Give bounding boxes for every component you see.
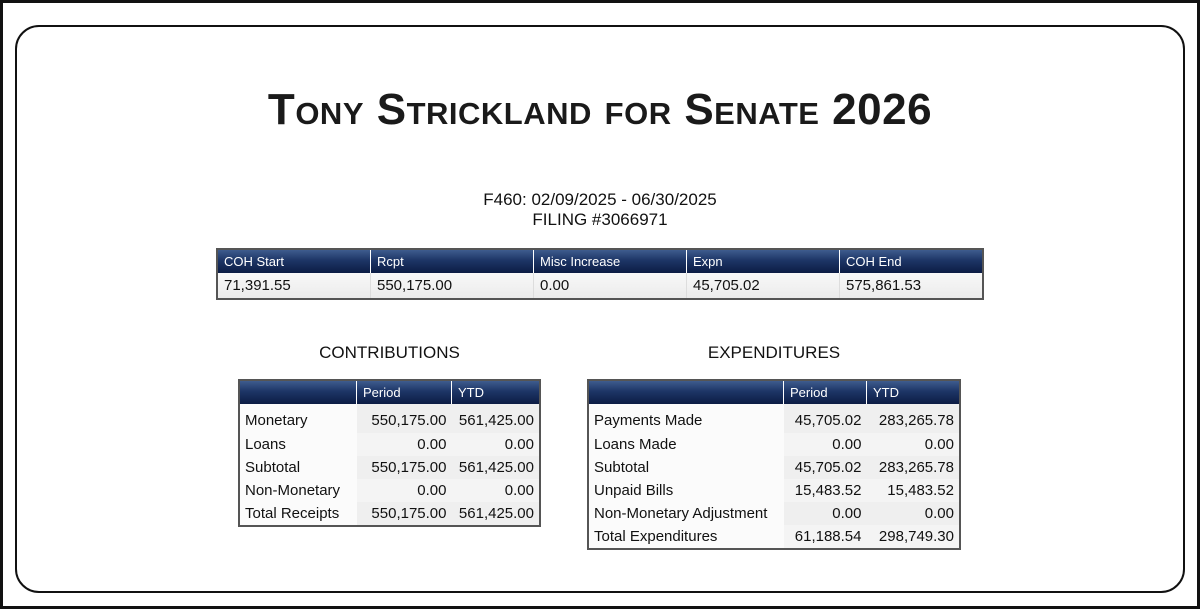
row-label: Non-Monetary Adjustment [588, 502, 784, 525]
summary-header: Expn [687, 249, 840, 273]
summary-value: 45,705.02 [687, 273, 840, 299]
ytd-value: 561,425.00 [452, 404, 541, 433]
row-label: Loans [239, 433, 357, 456]
contributions-header: Period [357, 380, 452, 404]
row-label: Payments Made [588, 404, 784, 433]
filing-info [0, 190, 1200, 230]
summary-values-row [217, 273, 983, 299]
row-label: Monetary [239, 404, 357, 433]
period-value: 0.00 [357, 433, 452, 456]
ytd-value: 0.00 [452, 479, 541, 502]
ytd-value: 283,265.78 [867, 404, 961, 433]
table-row [588, 404, 960, 433]
period-value: 550,175.00 [357, 502, 452, 526]
table-row [588, 525, 960, 549]
row-label: Loans Made [588, 433, 784, 456]
expenditures-label: EXPENDITURES [707, 343, 841, 362]
page-title: TONY STRICKLAND FOR SENATE 2026 [267, 85, 933, 134]
filing-number: FILING #3066971 [532, 210, 668, 229]
period-value: 45,705.02 [784, 404, 867, 433]
contributions-table [238, 379, 541, 527]
period-value: 0.00 [784, 433, 867, 456]
period-value: 550,175.00 [357, 456, 452, 479]
ytd-value: 283,265.78 [867, 456, 961, 479]
table-row [588, 502, 960, 525]
contributions-header-row [239, 380, 540, 404]
ytd-value: 561,425.00 [452, 502, 541, 526]
summary-value: 550,175.00 [371, 273, 534, 299]
row-label: Total Receipts [239, 502, 357, 526]
summary-value: 575,861.53 [840, 273, 984, 299]
table-row [588, 479, 960, 502]
cash-summary-table [216, 248, 984, 300]
summary-header: COH Start [217, 249, 371, 273]
row-label: Unpaid Bills [588, 479, 784, 502]
summary-header: Misc Increase [534, 249, 687, 273]
contributions-header: YTD [452, 380, 541, 404]
expenditures-header-row [588, 380, 960, 404]
summary-header-row [217, 249, 983, 273]
table-row [239, 479, 540, 502]
table-row [588, 433, 960, 456]
table-row [588, 456, 960, 479]
period-value: 45,705.02 [784, 456, 867, 479]
summary-value: 0.00 [534, 273, 687, 299]
ytd-value: 561,425.00 [452, 456, 541, 479]
contributions-header [239, 380, 357, 404]
ytd-value: 0.00 [867, 502, 961, 525]
table-row [239, 502, 540, 526]
expenditures-table [587, 379, 961, 550]
filing-period: F460: 02/09/2025 - 06/30/2025 [483, 190, 717, 209]
ytd-value: 298,749.30 [867, 525, 961, 549]
ytd-value: 0.00 [867, 433, 961, 456]
period-value: 15,483.52 [784, 479, 867, 502]
ytd-value: 15,483.52 [867, 479, 961, 502]
table-row [239, 404, 540, 433]
row-label: Subtotal [239, 456, 357, 479]
summary-value: 71,391.55 [217, 273, 371, 299]
table-row [239, 456, 540, 479]
row-label: Non-Monetary [239, 479, 357, 502]
summary-header: Rcpt [371, 249, 534, 273]
expenditures-header: Period [784, 380, 867, 404]
period-value: 61,188.54 [784, 525, 867, 549]
contributions-label: CONTRIBUTIONS [319, 343, 460, 362]
expenditures-header: YTD [867, 380, 961, 404]
period-value: 0.00 [357, 479, 452, 502]
row-label: Subtotal [588, 456, 784, 479]
table-row [239, 433, 540, 456]
period-value: 0.00 [784, 502, 867, 525]
period-value: 550,175.00 [357, 404, 452, 433]
expenditures-header [588, 380, 784, 404]
ytd-value: 0.00 [452, 433, 541, 456]
summary-header: COH End [840, 249, 984, 273]
row-label: Total Expenditures [588, 525, 784, 549]
